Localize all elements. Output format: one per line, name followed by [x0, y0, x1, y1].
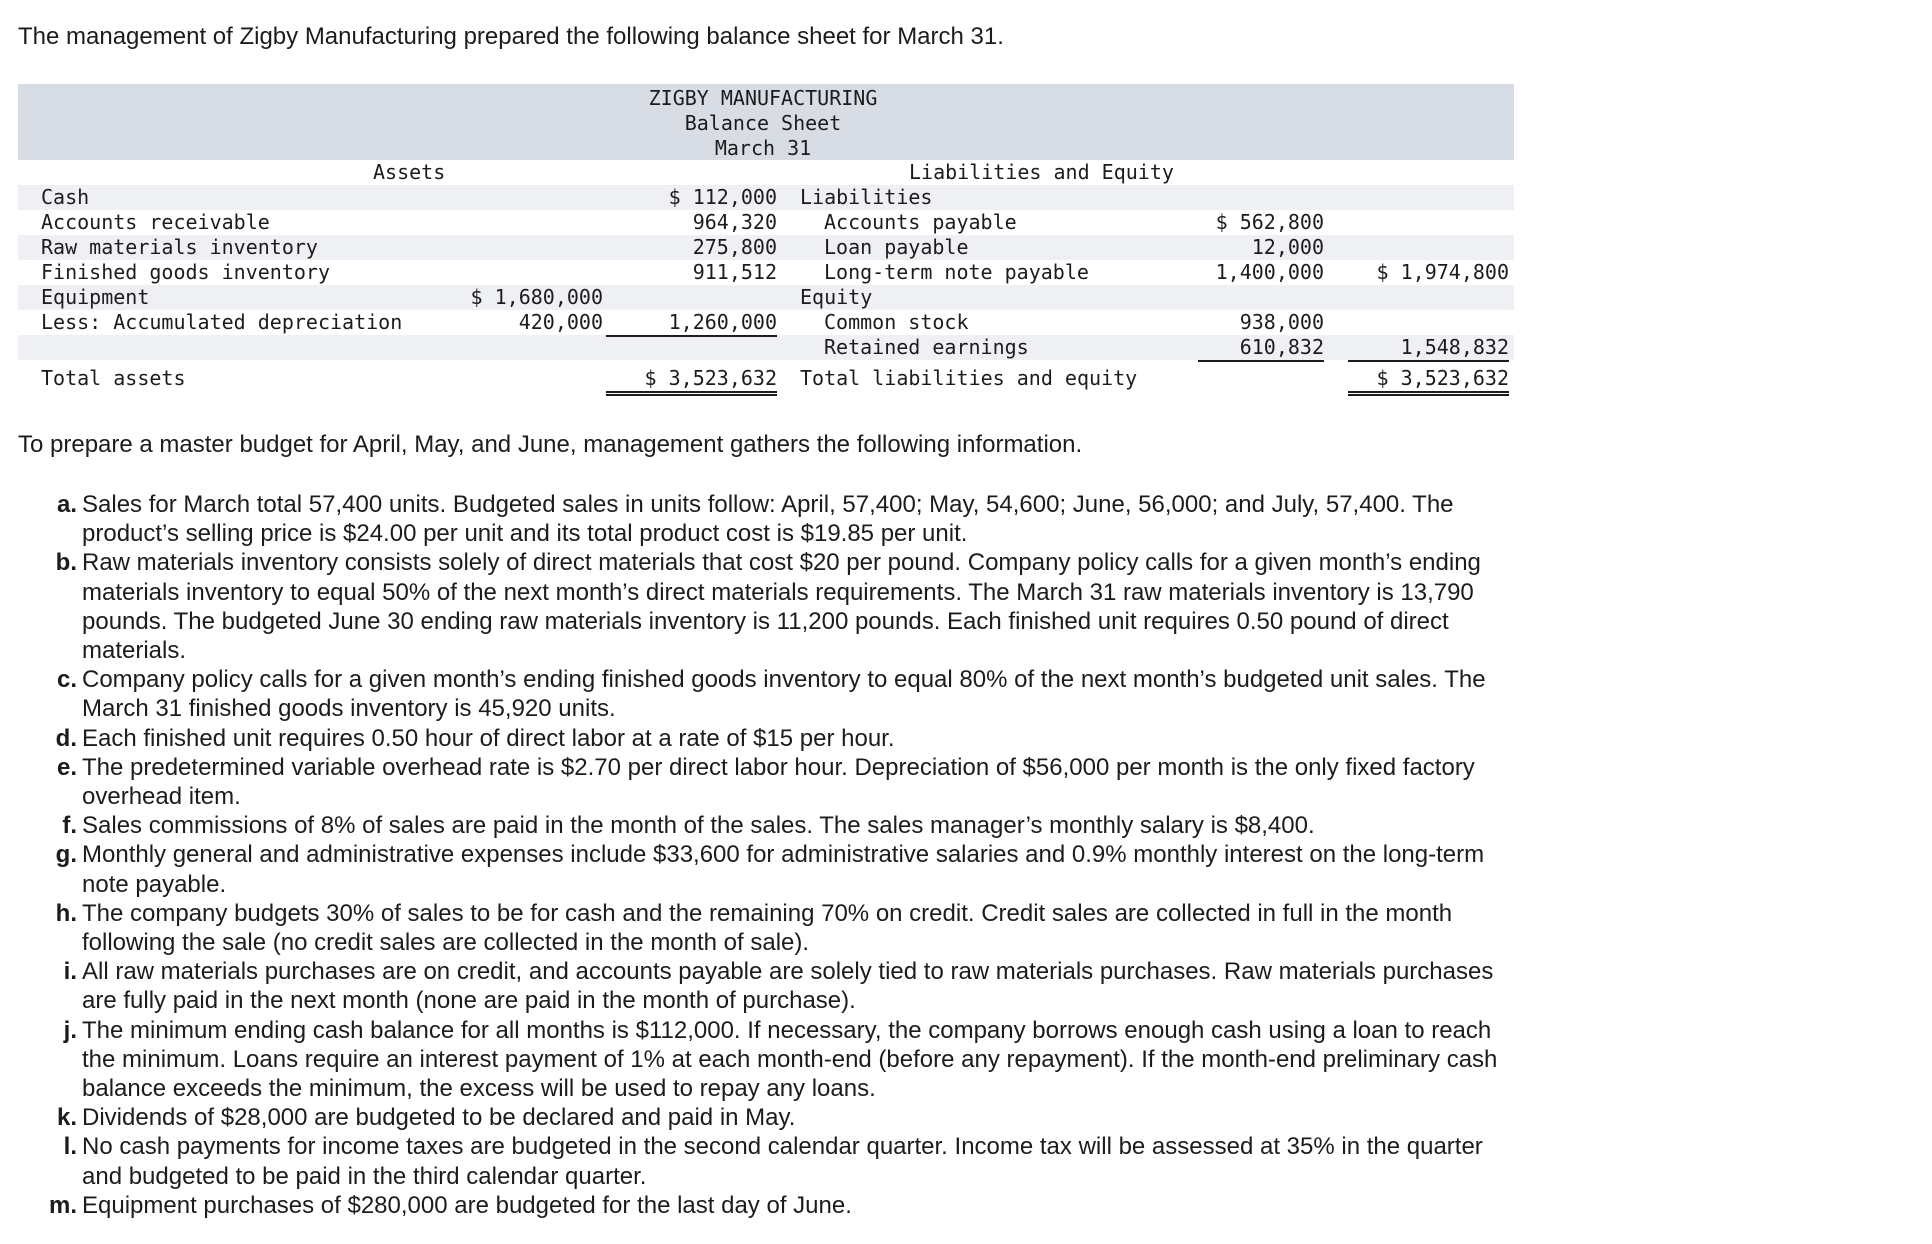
asset-label: Cash: [41, 185, 90, 209]
statement-title: Balance Sheet: [684, 111, 842, 135]
liability-value: 1,400,000: [1198, 260, 1324, 287]
balance-sheet: [18, 84, 1514, 400]
equipment-value: $ 1,680,000: [470, 285, 603, 309]
list-item-letter: m.: [48, 1191, 77, 1219]
statement-date: March 31: [714, 136, 812, 160]
balance-sheet-header: [18, 84, 1514, 160]
list-item-letter: j.: [63, 1016, 77, 1044]
asset-label: Raw materials inventory: [41, 235, 318, 259]
list-item: [50, 840, 1520, 898]
balance-sheet-body: [18, 160, 1514, 400]
list-item: [50, 811, 1520, 840]
liability-value: $ 562,800: [1215, 210, 1324, 234]
list-item-letter: d.: [55, 724, 77, 752]
list-item: [50, 490, 1520, 548]
accumulated-depreciation-value: 420,000: [448, 310, 603, 337]
list-item: [50, 1103, 1520, 1132]
total-le-label: Total liabilities and equity: [800, 366, 1138, 390]
net-equipment-value: 1,260,000: [668, 310, 777, 334]
assets-heading: Assets: [373, 160, 446, 184]
total-assets-label: Total assets: [41, 366, 186, 390]
list-item-text: Dividends of $28,000 are budgeted to be declared and paid in May.: [82, 1104, 796, 1132]
information-list: [50, 490, 1520, 1220]
list-item-text: Monthly general and administrative expenses include $33,600 for administrative salaries and 0.9% monthly interest on the long-term note payable.: [82, 841, 1485, 898]
list-item-text: Sales for March total 57,400 units. Budgeted sales in units follow: April, 57,400; May, 54,600; June, 56,000; and July, 57,400. The product’s selling price is $24.00 per unit and its total product cost is $19.85 per unit.: [82, 491, 1454, 548]
liabilities-heading: Liabilities: [800, 185, 933, 209]
list-item: [50, 1191, 1520, 1220]
list-item-letter: i.: [63, 958, 77, 986]
table-row: [18, 310, 1514, 335]
table-row: [18, 260, 1514, 285]
list-item: [50, 957, 1520, 1015]
asset-value: $ 112,000: [668, 185, 777, 209]
list-item-text: The company budgets 30% of sales to be for cash and the remaining 70% on credit. Credit sales are collected in full in the month following the sale (no credit sales are collected in the month of sale).: [82, 899, 1453, 957]
asset-label: Accounts receivable: [41, 210, 270, 234]
list-item-text: No cash payments for income taxes are budgeted in the second calendar quarter. Income tax will be assessed at 35% in the quarter and budgeted to be paid in the third calendar quarter.: [82, 1133, 1483, 1190]
equity-value: 938,000: [1239, 310, 1324, 334]
list-item-letter: l.: [63, 1133, 77, 1161]
list-item-letter: c.: [56, 666, 77, 694]
equity-label: Common stock: [824, 310, 969, 334]
column-heading-row: [18, 160, 1514, 185]
table-row: [18, 235, 1514, 260]
asset-value: 964,320: [692, 210, 777, 234]
asset-value: 275,800: [692, 235, 777, 259]
list-item-text: Sales commissions of 8% of sales are paid in the month of the sales. The sales manager’s monthly salary is $8,400.: [82, 812, 1315, 840]
equity-heading: Equity: [800, 285, 873, 309]
equity-value: 610,832: [1198, 335, 1324, 362]
table-row: [18, 210, 1514, 235]
liability-label: Loan payable: [824, 235, 969, 259]
asset-label: Equipment: [41, 285, 150, 309]
liab-equity-heading: Liabilities and Equity: [909, 160, 1174, 184]
list-item-letter: a.: [56, 491, 77, 518]
list-item-text: All raw materials purchases are on credit, and accounts payable are solely tied to raw materials purchases. Raw materials purchases are fully paid in the next month (none are paid in the month of purchase).: [82, 958, 1494, 1015]
asset-value: 911,512: [692, 260, 777, 284]
list-item: [50, 665, 1520, 723]
table-row: [18, 285, 1514, 310]
list-item-letter: f.: [62, 812, 77, 840]
liability-label: Accounts payable: [824, 210, 1017, 234]
list-item-text: The minimum ending cash balance for all months is $112,000. If necessary, the company borrows enough cash using a loan to reach the minimum. Loans require an interest payment of 1% at each month-end (before any repayment). If the month-end preliminary cash balance exceeds the minimum, the excess will be used to repay any loans.: [82, 1016, 1498, 1103]
list-item-text: Company policy calls for a given month’s ending finished goods inventory to equal 80% of the next month’s budgeted unit sales. The March 31 finished goods inventory is 45,920 units.: [82, 666, 1486, 723]
list-item: [50, 1016, 1520, 1104]
company-name: ZIGBY MANUFACTURING: [648, 86, 878, 110]
list-item-letter: h.: [55, 899, 77, 927]
table-row: [18, 335, 1514, 360]
totals-row: [18, 366, 1514, 391]
total-liabilities: $ 1,974,800: [1376, 260, 1509, 284]
table-row: [18, 185, 1514, 210]
list-item: [50, 753, 1520, 811]
list-item-text: The predetermined variable overhead rate is $2.70 per direct labor hour. Depreciation of $56,000 per month is the only fixed factory overhead item.: [82, 753, 1475, 811]
budget-intro-text: To prepare a master budget for April, May, and June, management gathers the following information.: [18, 431, 1083, 458]
liability-label: Long-term note payable: [824, 260, 1089, 284]
list-item-letter: e.: [56, 753, 77, 781]
asset-label: Less: Accumulated depreciation: [41, 310, 403, 334]
equity-label: Retained earnings: [824, 335, 1029, 359]
list-item-text: Each finished unit requires 0.50 hour of direct labor at a rate of $15 per hour.: [82, 724, 895, 752]
list-item-letter: g.: [55, 841, 77, 869]
list-item: [50, 899, 1520, 957]
assets-subtotal-rule: [606, 335, 777, 360]
list-item: [50, 548, 1520, 665]
list-item: [50, 724, 1520, 753]
list-item-letter: b.: [55, 549, 77, 577]
asset-label: Finished goods inventory: [41, 260, 330, 284]
list-item-letter: k.: [56, 1104, 77, 1132]
intro-text: The management of Zigby Manufacturing prepared the following balance sheet for March 31.: [18, 23, 1004, 50]
total-le-value: $ 3,523,632: [1348, 366, 1509, 396]
list-item: [50, 1132, 1520, 1190]
total-equity: 1,548,832: [1348, 335, 1509, 362]
list-item-text: Equipment purchases of $280,000 are budgeted for the last day of June.: [82, 1191, 852, 1219]
total-assets-value: $ 3,523,632: [606, 366, 777, 396]
liability-value: 12,000: [1251, 235, 1324, 259]
list-item-text: Raw materials inventory consists solely of direct materials that cost $20 per pound. Company policy calls for a given month’s ending materials inventory to equal 50% of the next month’s direct materials requirements. The March 31 raw materials inventory is 13,790 pounds. The budgeted June 30 ending raw materials inventory is 11,200 pounds. Each finished unit requires 0.50 pound of direct materials.: [82, 549, 1481, 665]
